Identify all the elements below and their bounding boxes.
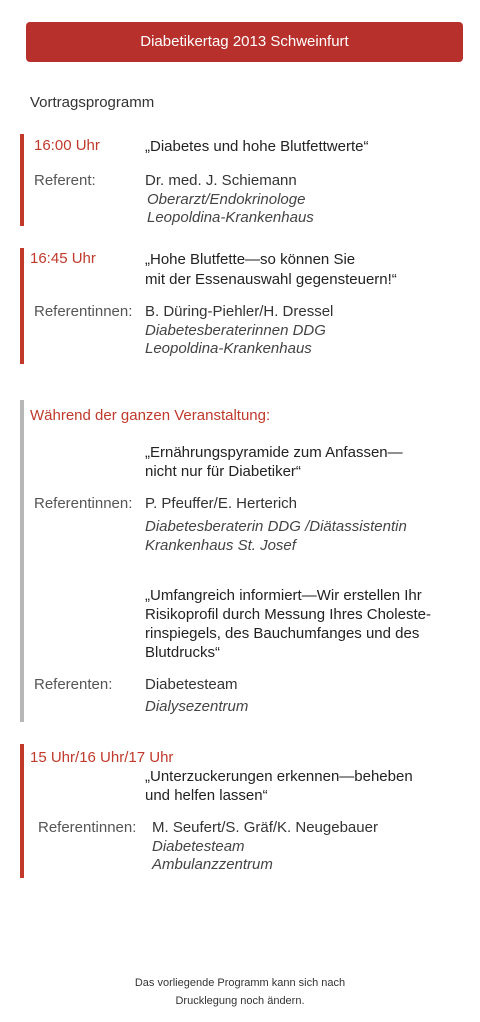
session-2-affiliation-2: Leopoldina-Krankenhaus [145, 340, 312, 357]
session-4-affiliation-1: Diabetesteam [152, 838, 245, 855]
session-2-talk-line-1: „Hohe Blutfette—so können Sie [145, 251, 356, 268]
program-title: Vortragsprogramm [30, 94, 155, 111]
session-2-speakers: B. Düring-Piehler/H. Dressel [145, 303, 334, 320]
session-2-label: Referentinnen: [34, 303, 133, 320]
footer-line-2: Drucklegung noch ändern. [175, 995, 305, 1007]
session-4-speakers: M. Seufert/S. Gräf/K. Neugebauer [152, 819, 378, 836]
session-4-talk-line-2: und helfen lassen“ [145, 787, 268, 804]
session-4-affiliation-2: Ambulanzzentrum [152, 856, 273, 873]
session-4-label: Referentinnen: [38, 819, 137, 836]
session-3-talk-b-line-2: Risikoprofil durch Messung Ihres Choleste- [145, 606, 431, 623]
session-1-time: 16:00 Uhr [34, 137, 100, 154]
session-3-speakers-b: Diabetesteam [145, 676, 238, 693]
session-3-label-a: Referentinnen: [34, 495, 133, 512]
session-3-talk-a-line-1: „Ernährungspyramide zum Anfassen— [145, 444, 403, 461]
session-2-time: 16:45 Uhr [30, 250, 96, 267]
session-1-speaker: Dr. med. J. Schiemann [145, 172, 297, 189]
session-3-talk-a-line-2: nicht nur für Diabetiker“ [145, 463, 301, 480]
header-banner [26, 22, 463, 62]
session-2-talk-line-2: mit der Essenauswahl gegensteuern!“ [145, 271, 397, 288]
session-4-talk-line-1: „Unterzuckerungen erkennen—beheben [145, 768, 413, 785]
session-3-heading: Während der ganzen Veranstaltung: [30, 407, 271, 424]
session-3-talk-b-line-4: Blutdrucks“ [145, 644, 221, 661]
session-3-talk-b-line-1: „Umfangreich informiert—Wir erstellen Ihr [145, 587, 422, 604]
session-3-label-b: Referenten: [34, 676, 113, 693]
session-1-affiliation-1: Oberarzt/Endokrinologe [147, 191, 306, 208]
session-2-bar [20, 248, 24, 364]
session-1-talk: „Diabetes und hohe Blutfettwerte“ [145, 138, 369, 155]
session-2-affiliation-1: Diabetesberaterinnen DDG [145, 322, 326, 339]
session-3-talk-b-line-3: rinspiegels, des Bauchumfanges und des [145, 625, 420, 642]
header-title: Diabetikertag 2013 Schweinfurt [140, 33, 349, 50]
session-4-time: 15 Uhr/16 Uhr/17 Uhr [30, 749, 174, 766]
session-3-affiliation-a-2: Krankenhaus St. Josef [145, 537, 296, 554]
session-1-affiliation-2: Leopoldina-Krankenhaus [147, 209, 314, 226]
footer-line-1: Das vorliegende Programm kann sich nach [134, 977, 346, 989]
session-3-speakers-a: P. Pfeuffer/E. Herterich [145, 495, 298, 512]
session-3-affiliation-b: Dialysezentrum [145, 698, 249, 715]
session-4-bar [20, 744, 24, 878]
footer-note [0, 974, 480, 1010]
session-3-bar [20, 400, 24, 722]
session-3-affiliation-a-1: Diabetesberaterin DDG /Diätassistentin [145, 518, 407, 535]
session-1-label: Referent: [34, 172, 96, 189]
session-1-bar [20, 134, 24, 226]
